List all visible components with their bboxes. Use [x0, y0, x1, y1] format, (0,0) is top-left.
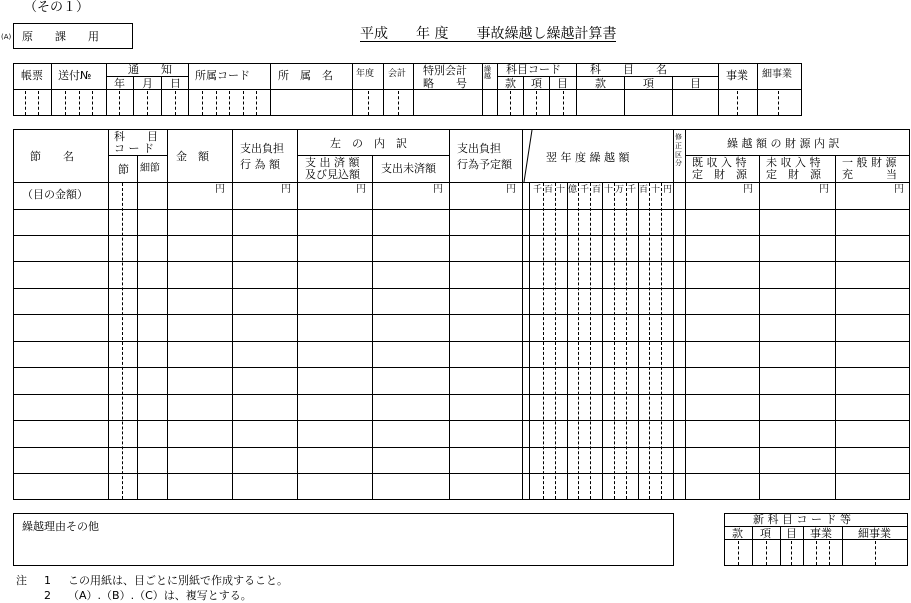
- yen-source-3: 円: [894, 184, 904, 195]
- row-line: [13, 288, 910, 289]
- item-name-kan-label: 款: [595, 77, 606, 90]
- project-label: 事業: [726, 69, 748, 82]
- new-code-project: 事業: [810, 527, 832, 540]
- breakdown-header: 左 の 内 訳: [330, 137, 407, 150]
- note-1-number: 1: [44, 574, 51, 587]
- notice-month-label: 月: [142, 77, 153, 90]
- setsu-header: 節: [118, 163, 129, 176]
- item-code-header: 科 目: [114, 130, 158, 143]
- digit-label: 百: [592, 185, 602, 195]
- notes-prefix: 注: [16, 574, 27, 587]
- setsu-name-header: 節 名: [30, 150, 74, 163]
- digit-label: 百: [544, 185, 554, 195]
- item-name-kou-label: 項: [643, 77, 654, 90]
- copy-mark: (A): [1, 33, 12, 41]
- source-3-header-2: 充 当: [842, 168, 897, 181]
- saisetsu-header: 細節: [140, 163, 160, 174]
- diagonal-slash: [522, 129, 534, 183]
- item-code-kou-label: 項: [531, 77, 542, 90]
- item-code-kan-label: 款: [505, 77, 516, 90]
- item-code-label: 科目コード: [506, 63, 561, 76]
- slip-label: 帳票: [21, 69, 43, 82]
- unpaid-header: 支出未済額: [381, 162, 436, 175]
- yen-source-1: 円: [743, 184, 753, 195]
- commit-header-2: 行 為 額: [240, 158, 280, 171]
- paid-header-2: 及び見込額: [305, 168, 360, 181]
- source-2-header-2: 定 財 源: [766, 168, 821, 181]
- row-line: [13, 394, 910, 395]
- row-line: [13, 341, 910, 342]
- next-year-header: 翌 年 度 繰 越 額: [546, 151, 630, 164]
- new-code-kan: 款: [732, 527, 743, 540]
- digit-label: 円: [663, 185, 673, 195]
- source-header: 繰 越 額 の 財 源 内 訳: [727, 137, 840, 150]
- row-line: [13, 447, 910, 448]
- fiscal-year-label: 年度: [356, 69, 375, 79]
- digit-label: 十: [556, 185, 566, 195]
- source-3-header: 一 般 財 源: [842, 156, 897, 169]
- sub-project-label: 細事業: [762, 69, 792, 80]
- item-name-moku-label: 目: [690, 77, 701, 90]
- dept-code-label: 所属コード: [195, 69, 250, 82]
- planned-header-2: 行為予定額: [457, 158, 512, 171]
- digit-label: 万: [615, 185, 625, 195]
- digit-label: 十: [604, 185, 614, 195]
- note-2-text: （A）.（B）.（C）は、複写とする。: [68, 589, 252, 602]
- copy-label: 原 課 用: [22, 30, 99, 43]
- yen-amount: 円: [215, 184, 225, 195]
- copy-label-box: [13, 23, 133, 49]
- row-line: [13, 367, 910, 368]
- notice-day-label: 日: [170, 77, 181, 90]
- form-title: 平成 年 度 事故繰越し繰越計算書: [360, 26, 617, 42]
- sheet-number: （その１）: [24, 0, 90, 15]
- yen-planned: 円: [506, 184, 516, 195]
- digit-label: 百: [639, 185, 649, 195]
- correction-header: 修正区分: [675, 133, 682, 168]
- row-line: [13, 420, 910, 421]
- send-number-label: 送付№: [58, 69, 92, 82]
- carryover-label: 繰越: [484, 65, 491, 80]
- paid-header: 支 出 済 額: [305, 156, 360, 169]
- reason-box[interactable]: [13, 513, 674, 566]
- row-line: [13, 314, 910, 315]
- new-code-sub-project: 細事業: [858, 527, 891, 540]
- planned-header: 支出負担: [457, 142, 501, 155]
- item-name-label: 科 目 名: [590, 63, 667, 76]
- yen-commit: 円: [281, 184, 291, 195]
- source-1-header: 既 収 入 特: [692, 156, 747, 169]
- digit-label: 十: [651, 185, 661, 195]
- commit-header: 支出負担: [240, 142, 284, 155]
- row-line: [13, 261, 910, 262]
- yen-paid: 円: [356, 184, 366, 195]
- notice-year-label: 年: [114, 77, 125, 90]
- item-code-header-2: コ ー ド: [114, 142, 154, 155]
- first-row-label: （目の金額）: [22, 188, 88, 201]
- new-code-moku: 目: [786, 527, 797, 540]
- reason-label: 繰越理由その他: [22, 520, 99, 533]
- note-2-number: 2: [44, 589, 51, 602]
- dept-name-label: 所 属 名: [278, 69, 333, 82]
- row-line: [13, 473, 910, 474]
- digit-label: 千: [580, 185, 590, 195]
- digit-label: 千: [533, 185, 543, 195]
- account-label: 会計: [388, 69, 407, 79]
- special-account-label: 特別会計: [423, 64, 467, 77]
- source-1-header-2: 定 財 源: [692, 168, 747, 181]
- special-account-abbr-label: 略 号: [423, 77, 467, 90]
- source-2-header: 未 収 入 特: [766, 156, 821, 169]
- row-line: [13, 235, 910, 236]
- item-code-moku-label: 目: [557, 77, 568, 90]
- digit-label: 千: [627, 185, 637, 195]
- yen-source-2: 円: [819, 184, 829, 195]
- row-line: [13, 209, 910, 210]
- amount-header: 金 額: [176, 150, 209, 163]
- notice-label: 通 知: [128, 63, 172, 76]
- digit-label: 億: [568, 185, 578, 195]
- yen-unpaid: 円: [433, 184, 443, 195]
- new-code-kou: 項: [760, 527, 771, 540]
- new-code-title: 新 科 目 コ ー ド 等: [753, 513, 851, 526]
- note-1-text: この用紙は、目ごとに別紙で作成すること。: [68, 574, 288, 587]
